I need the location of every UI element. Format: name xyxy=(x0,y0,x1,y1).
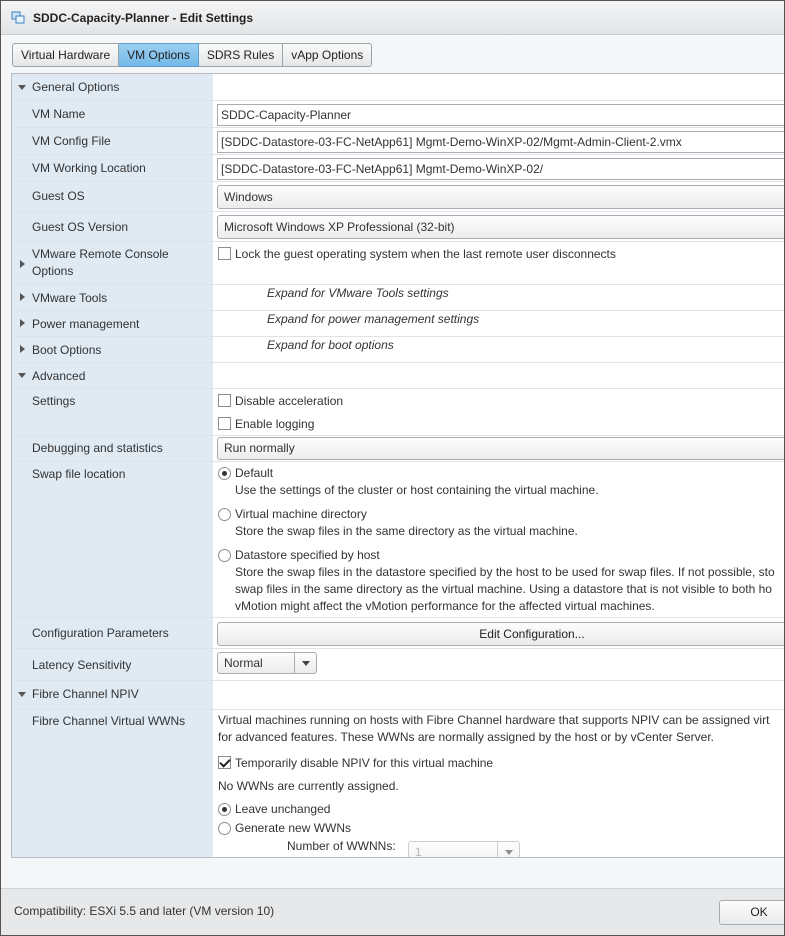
leave-unchanged-radio[interactable] xyxy=(218,803,231,816)
title-bar xyxy=(1,1,785,35)
fc-wwn-label: Fibre Channel Virtual WWNs xyxy=(32,714,186,728)
settings-label: Settings xyxy=(32,394,76,408)
collapse-arrow-icon[interactable] xyxy=(18,85,26,90)
edit-configuration-label: Edit Configuration... xyxy=(479,627,585,641)
power-management-label: Power management xyxy=(32,317,140,331)
section-general-options[interactable] xyxy=(12,74,785,101)
swap-datastore-desc-3: vMotion might affect the vMotion performance for the affected virtual machines. xyxy=(235,599,655,613)
row-latency-sensitivity xyxy=(12,649,785,681)
swap-default-label: Default xyxy=(235,466,274,480)
leave-unchanged-label: Leave unchanged xyxy=(235,802,331,816)
row-configuration-parameters xyxy=(12,618,785,649)
row-guest-os-version xyxy=(12,212,785,242)
compatibility-text: Compatibility: ESXi 5.5 and later (VM version 10) xyxy=(14,904,275,918)
row-debugging xyxy=(12,436,785,462)
row-power-management[interactable] xyxy=(12,311,785,337)
chevron-down-icon[interactable] xyxy=(497,842,519,858)
num-wwnns-select[interactable] xyxy=(408,841,520,858)
config-file-field: [SDDC-Datastore-03-FC-NetApp61] Mgmt-Demo-WinXP-02/Mgmt-Admin-Client-2.vmx xyxy=(217,131,785,153)
enable-logging-checkbox[interactable] xyxy=(218,417,231,430)
row-swap-file-location xyxy=(12,462,785,618)
row-vm-name xyxy=(12,101,785,128)
ok-button[interactable] xyxy=(719,900,785,925)
collapse-arrow-icon[interactable] xyxy=(18,692,26,697)
expand-arrow-icon[interactable] xyxy=(20,293,25,301)
swap-file-label: Swap file location xyxy=(32,467,126,481)
latency-select[interactable] xyxy=(217,652,317,674)
config-params-label: Configuration Parameters xyxy=(32,626,169,640)
row-remote-console-options[interactable] xyxy=(12,242,785,285)
section-label: General Options xyxy=(32,80,120,94)
num-wwnns-value: 1 xyxy=(415,845,422,858)
disable-acceleration-label: Disable acceleration xyxy=(235,394,344,408)
tab-sdrs-rules[interactable]: SDRS Rules xyxy=(199,43,283,67)
swap-default-desc: Use the settings of the cluster or host containing the virtual machine. xyxy=(235,483,599,497)
vmware-tools-hint: Expand for VMware Tools settings xyxy=(267,286,449,300)
swap-datastore-desc-1: Store the swap files in the datastore specified by the host to be used for swap files. If not possible, sto xyxy=(235,565,775,579)
dialog-footer xyxy=(1,888,785,936)
no-wwns-text: No WWNs are currently assigned. xyxy=(218,779,399,793)
disable-npiv-label: Temporarily disable NPIV for this virtual machine xyxy=(235,756,494,770)
tab-virtual-hardware[interactable]: Virtual Hardware xyxy=(12,43,119,67)
row-vm-config-file xyxy=(12,128,785,155)
num-wwnns-label: Number of WWNNs: xyxy=(287,839,396,853)
expand-arrow-icon[interactable] xyxy=(20,260,25,268)
disable-npiv-checkbox[interactable] xyxy=(218,756,231,769)
remote-console-label-line1: VMware Remote Console xyxy=(32,247,169,261)
edit-configuration-button[interactable] xyxy=(217,622,785,646)
chevron-down-icon[interactable] xyxy=(294,653,316,673)
lock-guest-os-label: Lock the guest operating system when the last remote user disconnects xyxy=(235,247,616,261)
boot-options-label: Boot Options xyxy=(32,343,102,357)
guest-os-version-label: Guest OS Version xyxy=(32,220,129,234)
tab-bar xyxy=(12,43,372,67)
config-file-label: VM Config File xyxy=(32,134,111,148)
guest-os-label: Guest OS xyxy=(32,189,85,203)
swap-datastore-label: Datastore specified by host xyxy=(235,548,380,562)
row-boot-options[interactable] xyxy=(12,337,785,363)
working-location-label: VM Working Location xyxy=(32,161,146,175)
working-location-field: [SDDC-Datastore-03-FC-NetApp61] Mgmt-Demo-WinXP-02/ xyxy=(217,158,785,180)
expand-arrow-icon[interactable] xyxy=(20,319,25,327)
swap-datastore-radio[interactable] xyxy=(218,549,231,562)
latency-label: Latency Sensitivity xyxy=(32,658,132,672)
section-label: Fibre Channel NPIV xyxy=(32,687,139,701)
vm-name-input[interactable]: SDDC-Capacity-Planner xyxy=(217,104,785,126)
row-vm-working-location xyxy=(12,155,785,182)
swap-vmdir-radio[interactable] xyxy=(218,508,231,521)
expand-arrow-icon[interactable] xyxy=(20,345,25,353)
row-fc-virtual-wwns xyxy=(12,710,785,858)
vm-name-label: VM Name xyxy=(32,107,86,121)
vm-options-panel xyxy=(11,73,785,858)
power-management-hint: Expand for power management settings xyxy=(267,312,480,326)
lock-guest-os-checkbox[interactable] xyxy=(218,247,231,260)
swap-default-radio[interactable] xyxy=(218,467,231,480)
ok-label: OK xyxy=(750,905,768,919)
tab-vm-options[interactable]: VM Options xyxy=(119,43,199,67)
swap-vmdir-desc: Store the swap files in the same directory as the virtual machine. xyxy=(235,524,578,538)
generate-wwns-label: Generate new WWNs xyxy=(235,821,352,835)
guest-os-version-select[interactable]: Microsoft Windows XP Professional (32-bit) xyxy=(217,215,785,239)
fc-desc-1: Virtual machines running on hosts with Fibre Channel hardware that supports NPIV can be assigned virt xyxy=(218,713,770,727)
enable-logging-label: Enable logging xyxy=(235,417,315,431)
row-vmware-tools[interactable] xyxy=(12,285,785,311)
window-title: SDDC-Capacity-Planner - Edit Settings xyxy=(33,11,254,25)
row-advanced-settings xyxy=(12,389,785,436)
guest-os-select[interactable]: Windows xyxy=(217,185,785,209)
collapse-arrow-icon[interactable] xyxy=(18,373,26,378)
debugging-select[interactable]: Run normally xyxy=(217,437,785,460)
generate-wwns-radio[interactable] xyxy=(218,822,231,835)
boot-options-hint: Expand for boot options xyxy=(267,338,394,352)
section-label: Advanced xyxy=(32,369,86,383)
disable-acceleration-checkbox[interactable] xyxy=(218,394,231,407)
swap-datastore-desc-2: swap files in the same directory as the virtual machine. Using a datastore that is not visible to both ho xyxy=(235,582,772,596)
swap-vmdir-label: Virtual machine directory xyxy=(235,507,367,521)
fc-desc-2: for advanced features. These WWNs are normally assigned by the host or by vCenter Server. xyxy=(218,730,715,744)
latency-value: Normal xyxy=(224,656,263,670)
tab-vapp-options[interactable]: vApp Options xyxy=(283,43,372,67)
row-guest-os xyxy=(12,182,785,212)
vmware-tools-label: VMware Tools xyxy=(32,291,108,305)
vm-icon xyxy=(11,11,25,25)
section-advanced[interactable] xyxy=(12,363,785,389)
section-fibre-channel-npiv[interactable] xyxy=(12,681,785,710)
remote-console-label-line2: Options xyxy=(32,264,74,278)
debugging-label: Debugging and statistics xyxy=(32,441,163,455)
